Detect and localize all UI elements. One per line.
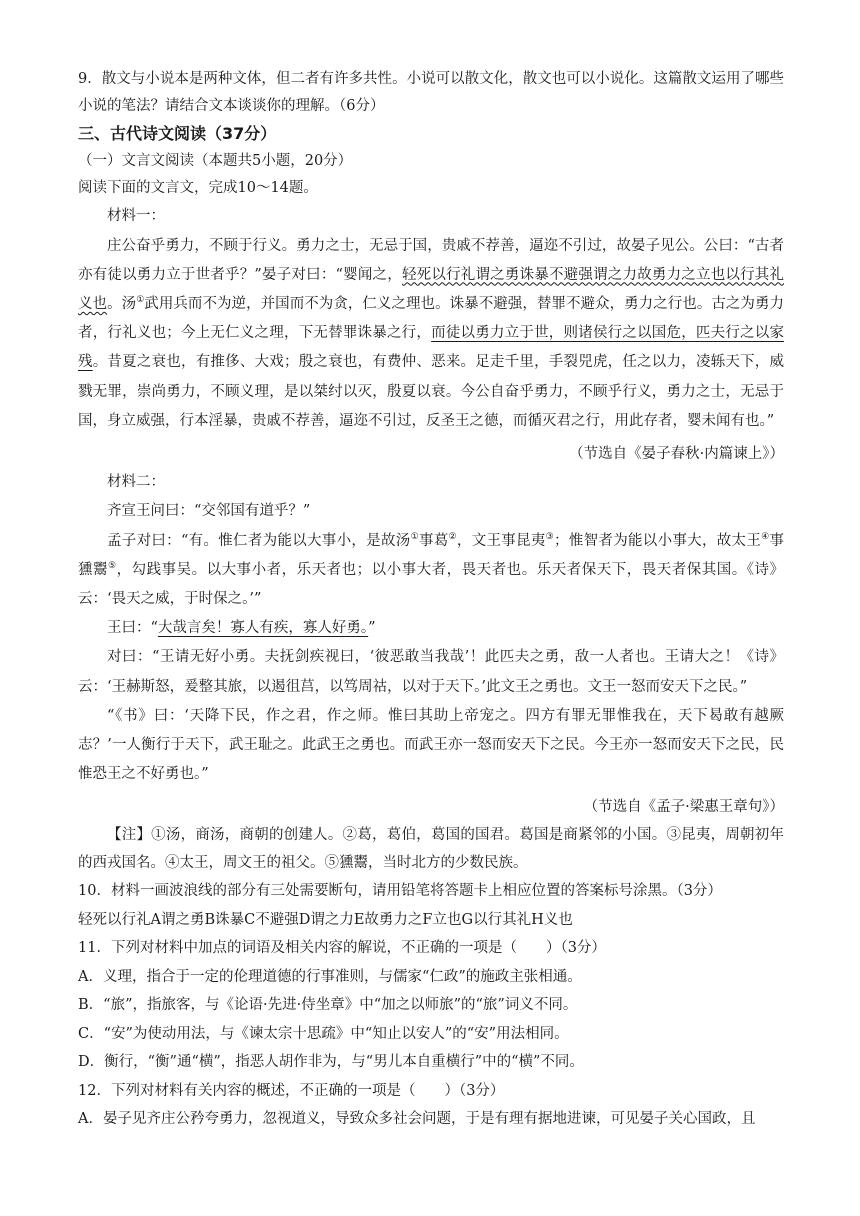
material-2-text-part: 孟子对曰：“有。惟仁者为能以大事小，是故汤: [107, 532, 411, 549]
exam-page: [78, 66, 784, 1134]
subsection-title: （一）文言文阅读（本题共5小题，20分）: [78, 153, 353, 169]
question-9: 9．散文与小说本是两种文体，但二者有许多共性。小说可以散文化，散文也可以小说化。这篇散文运用了哪些小说的笔法？请结合文本谈谈你的理解。（6分）: [78, 71, 784, 114]
question-11-option-d: D．衡行，“衡”通“横”，指恶人胡作非为，与“男儿本自重横行”中的“横”不同。: [78, 1054, 584, 1071]
footnote-marker: ①: [136, 295, 145, 306]
question-11-option-c: C．“安”为使动用法，与《谏太宗十思疏》中“知止以安人”的“安”用法相同。: [78, 1025, 569, 1042]
material-1-text-part: 武用兵而不为逆，并国而不为贪，仁义之理也。诛暴不避强，替罪不避众，勇力之行也。古之为勇力者，行礼义也；今上无仁义之理，下无替罪诛暴之行，: [78, 295, 785, 342]
question-11-option-a: A．义理，指合于一定的伦理道德的行事准则，与儒家“仁政”的施政主张相通。: [78, 968, 582, 985]
footnotes: 【注】①汤，商汤，商朝的创建人。②葛，葛伯，葛国的国君。葛国是商紧邻的小国。③昆夷，周朝初年的西戎国名。④太王，周文王的祖父。⑤獯鬻，当时北方的少数民族。: [78, 827, 784, 872]
question-11: 11．下列对材料中加点的词语及相关内容的解说，不正确的一项是（ ）（3分）: [78, 940, 606, 957]
section-title: 三、古代诗文阅读（37分）: [78, 124, 277, 143]
question-10-options: 轻死以行礼A谓之勇B诛暴C不避强D谓之力E故勇力之F立也G以行其礼H义也: [78, 911, 573, 928]
material-1-text-part: 。汤: [107, 295, 137, 312]
material-2-text-part: ”: [368, 620, 376, 637]
footnote-marker: ④: [761, 531, 770, 542]
material-2-text-part: ；惟智者为能以小事大，故太王: [554, 532, 762, 549]
wavy-underlined-passage: 轻死以行礼谓之勇诛暴不避强谓之力故勇力之立也以行其礼义也: [78, 266, 785, 312]
material-2-para-2: [78, 527, 784, 615]
underlined-sentence: 而徒以勇力立于世，则诸侯行之以国危，匹夫行之以家残: [78, 325, 785, 371]
underlined-sentence: 大哉言矣！寡人有疾，寡人好勇。: [157, 620, 369, 637]
material-2-para-5: “《书》曰：‘天降下民，作之君，作之师。惟曰其助上帝宠之。四方有罪无罪惟我在，天下曷敢有越厥志？’一人衡行于天下，武王耻之。此武王之勇也。而武王亦一怒而安天下之民。今王亦一怒而安天下之民，民惟恐王之不好勇也。”: [78, 707, 784, 783]
question-11-option-b: B．“旅”，指旅客，与《论语·先进·侍坐章》中“加之以师旅”的“旅”词义不同。: [78, 997, 578, 1014]
material-1-text: [78, 232, 784, 436]
material-2-para-3: [78, 614, 784, 643]
question-12-option-a: A．晏子见齐庄公矜夸勇力，忽视道义，导致众多社会问题，于是有理有据地进谏，可见晏子关心国政，且: [78, 1111, 756, 1128]
material-1-label: 材料一：: [107, 208, 165, 224]
material-2-text-part: ，勾践事吴。以大事小者，乐天者也；以小事大者，畏天者也。乐天者保天下，畏天者保其国。《诗》云：‘畏天之威，于时保之。’”: [78, 561, 785, 608]
instruction: 阅读下面的文言文，完成10～14题。: [78, 180, 318, 196]
material-1-text-part: 庄公奋乎勇力，不顾于行义。勇力之士，无忌于国，贵戚不荐善，逼迩不引过，故晏子见公。公曰：“古者亦有徒以勇力立于世者乎？”晏子对曰：“婴闻之，: [78, 237, 784, 283]
material-2-text-part: 事葛: [418, 532, 449, 549]
material-2-text-part: 王曰：“: [107, 620, 158, 637]
material-2-para-1: 齐宣王问曰：“交邻国有道乎？”: [107, 503, 311, 520]
question-12: 12．下列对材料有关内容的概述，不正确的一项是（ ）（3分）: [78, 1082, 505, 1099]
material-2-source: （节选自《孟子·梁惠王章句》）: [583, 799, 784, 816]
footnote-marker: ①: [410, 531, 419, 542]
material-2-text-part: 事獯鬻: [78, 532, 785, 578]
material-1-source: （节选自《晏子春秋·内篇谏上》）: [569, 445, 784, 462]
footnote-marker: ⑤: [108, 561, 117, 571]
material-1-text-part: 。昔夏之衰也，有推侈、大戏；殷之衰也，有费仲、恶来。足走千里，手裂兕虎，任之以力，凌轹天下，威戮无罪，崇尚勇力，不顾义理，是以桀纣以灭，殷夏以衰。今公自奋乎勇力，不顾乎行义，勇力之士，无忌于国，身立威强，行本淫暴，贵戚不荐善，逼迩不引过，反圣王之德，而循灭君之行，用此存者，婴未闻有也。”: [78, 354, 785, 429]
material-2-para-4: 对曰：“王请无好小勇。夫抚剑疾视曰，‘彼恶敢当我哉’！此匹夫之勇，敌一人者也。王请大之！《诗》云：‘王赫斯怒，爰整其旅，以遏徂莒，以笃周祜，以对于天下。’此文王之勇也。文王一怒而安天下之民。”: [78, 649, 784, 695]
material-2-text-part: ，文王事昆夷: [456, 532, 546, 549]
footnote-marker: ③: [545, 531, 555, 542]
material-2-label: 材料二：: [107, 473, 165, 490]
footnote-marker: ②: [448, 531, 457, 542]
question-10: 10．材料一画波浪线的部分有三处需要断句，请用铅笔将答题卡上相应位置的答案标号涂黑。（3分）: [78, 883, 722, 900]
